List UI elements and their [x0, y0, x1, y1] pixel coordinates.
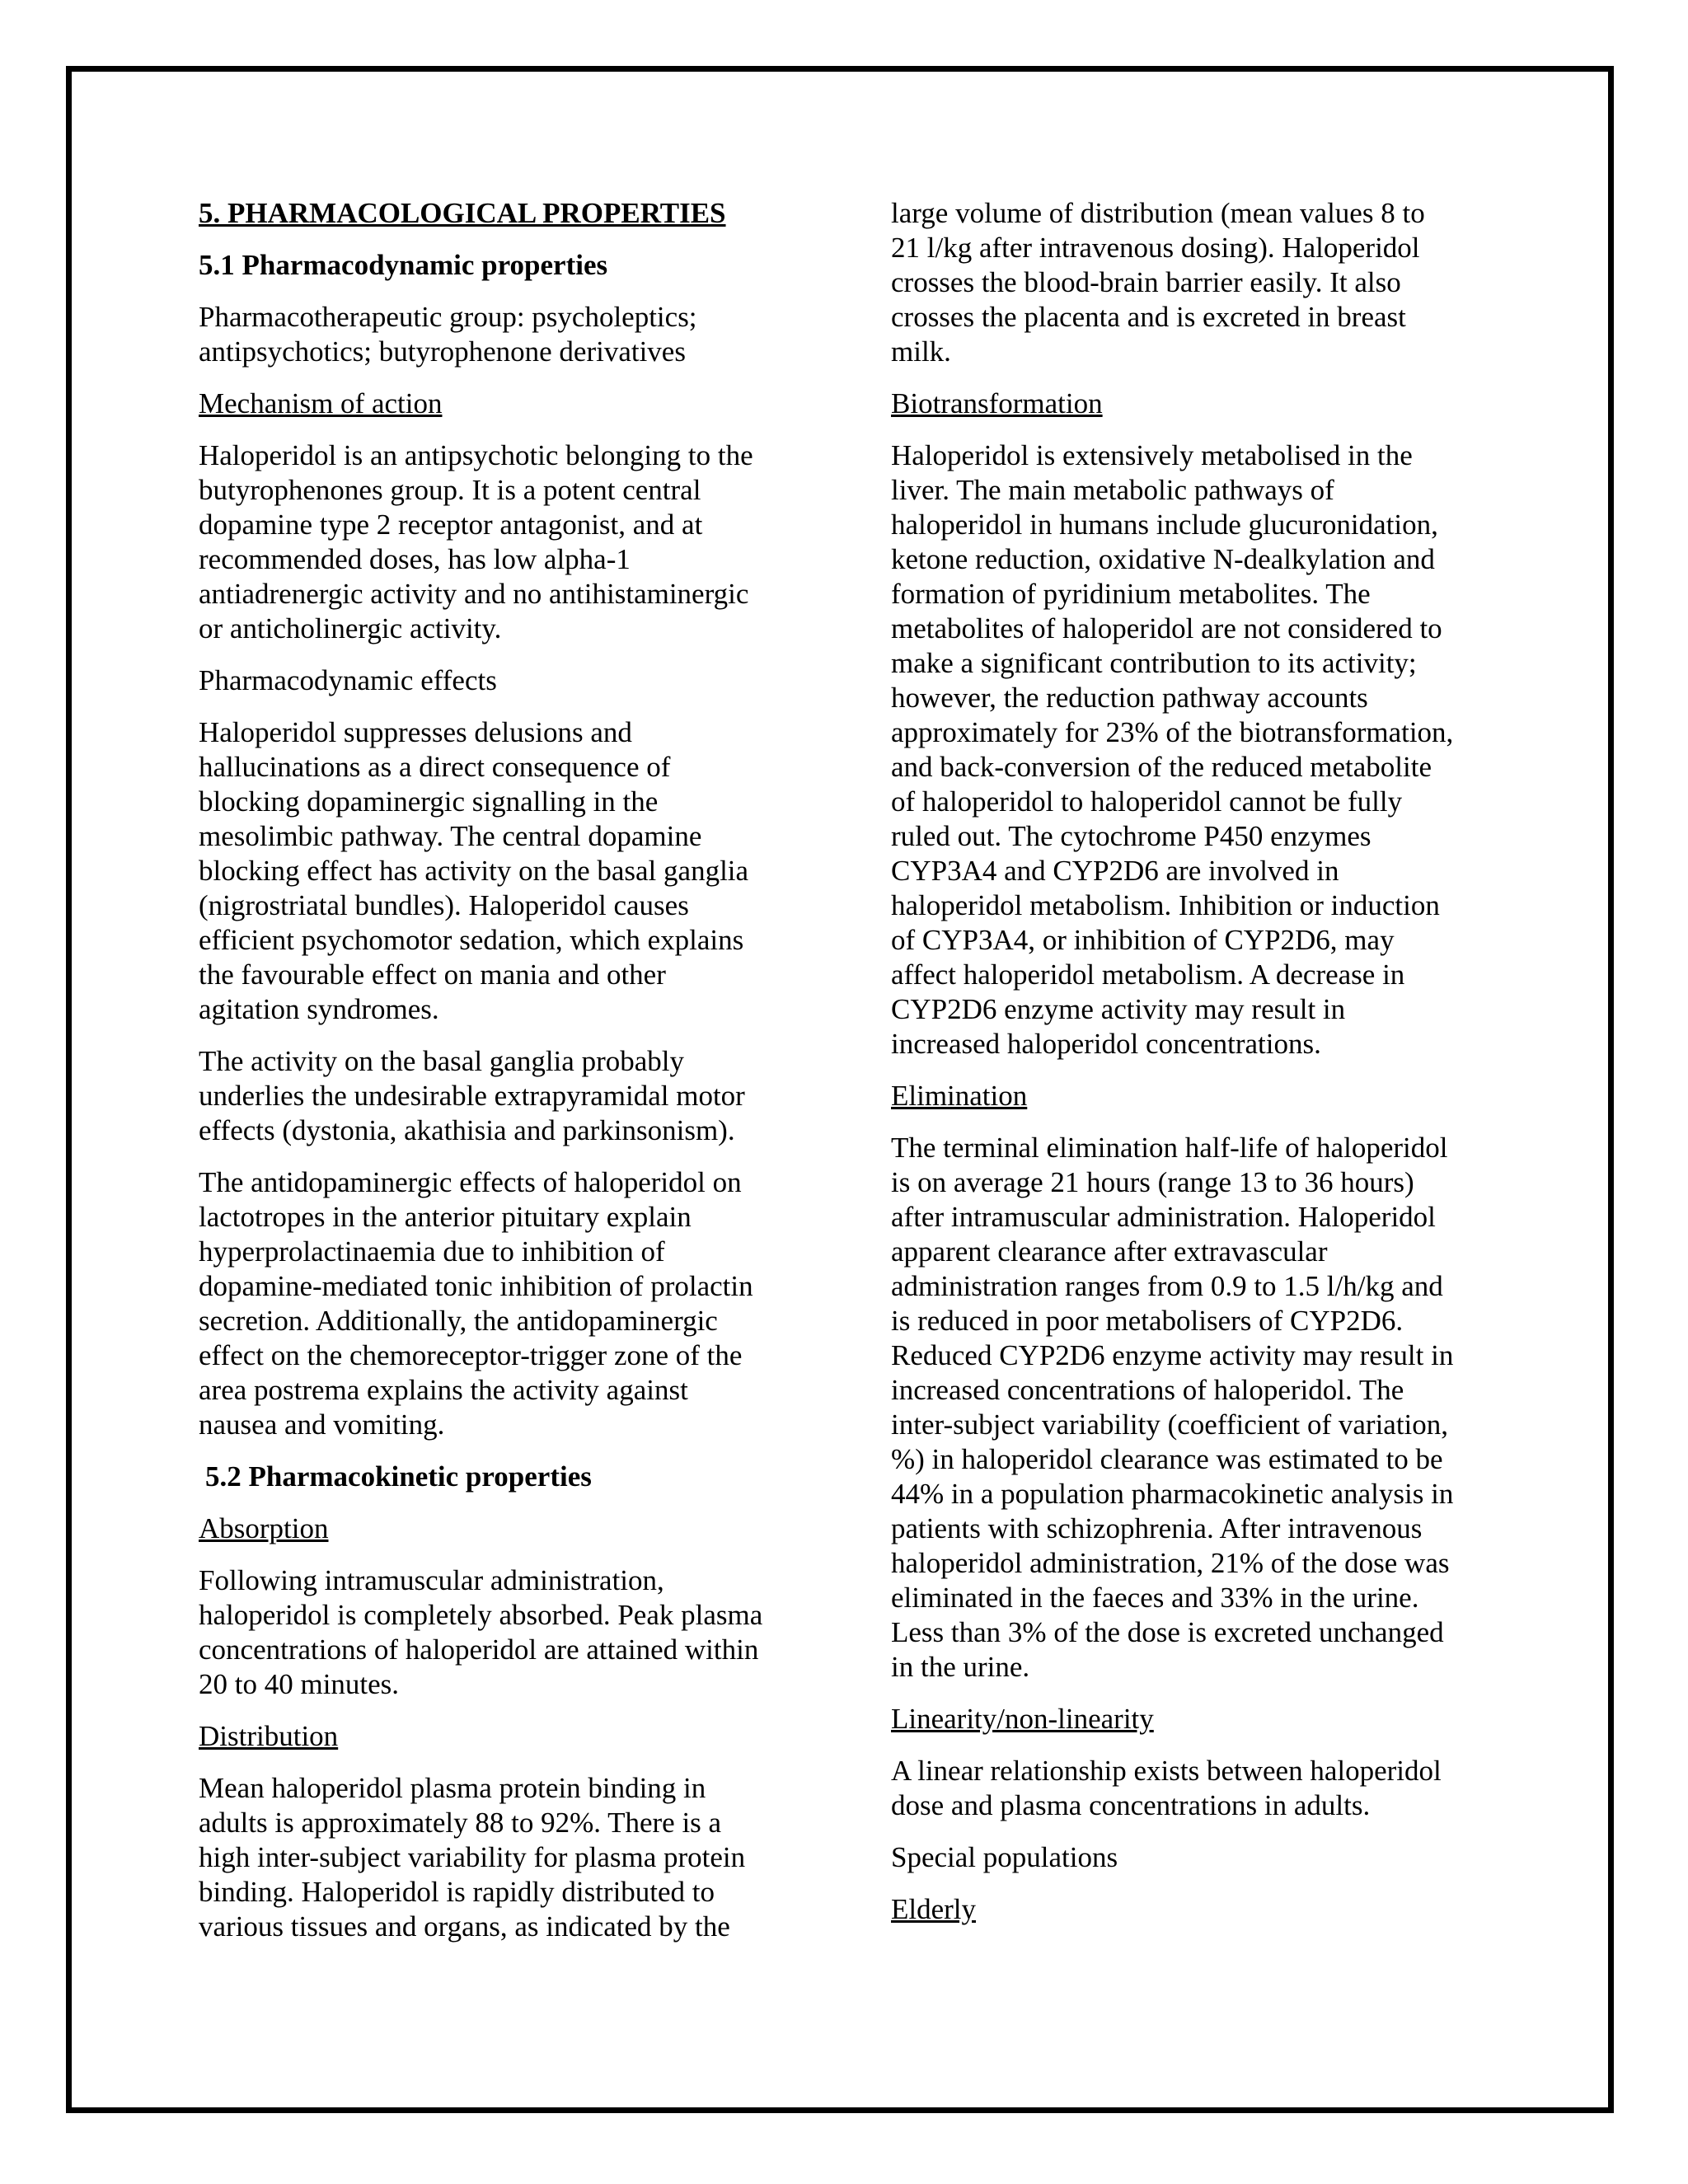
text-line: haloperidol administration, 21% of the dose was: [891, 1547, 1450, 1579]
text-line: lactotropes in the anterior pituitary explain: [199, 1201, 692, 1233]
left-column: [199, 196, 825, 1961]
text-line: underlies the undesirable extrapyramidal motor: [199, 1080, 745, 1112]
text-line: adults is approximately 88 to 92%. There is a: [199, 1807, 722, 1839]
text-line: various tissues and organs, as indicated by the: [199, 1910, 730, 1943]
text-line: efficient psychomotor sedation, which explains: [199, 924, 744, 956]
text-line: liver. The main metabolic pathways of: [891, 474, 1334, 506]
text-line: in the urine.: [891, 1651, 1030, 1683]
mechanism-heading: Mechanism of action: [199, 387, 443, 419]
text-line: area postrema explains the activity against: [199, 1374, 688, 1406]
biotransformation-heading: Biotransformation: [891, 387, 1103, 419]
text-line: patients with schizophrenia. After intravenous: [891, 1512, 1423, 1544]
text-line: is on average 21 hours (range 13 to 36 hours): [891, 1166, 1414, 1198]
text-line: ruled out. The cytochrome P450 enzymes: [891, 820, 1372, 852]
text-line: however, the reduction pathway accounts: [891, 682, 1368, 714]
text-line: the favourable effect on mania and other: [199, 958, 666, 991]
text-line: formation of pyridinium metabolites. The: [891, 578, 1371, 610]
subsection-5-2-title: 5.2 Pharmacokinetic properties: [205, 1460, 592, 1493]
text-line: milk.: [891, 335, 951, 368]
text-line: crosses the blood-brain barrier easily. It also: [891, 266, 1401, 298]
text-line: effect on the chemoreceptor-trigger zone of the: [199, 1339, 743, 1371]
text-line: CYP2D6 enzyme activity may result in: [891, 993, 1346, 1025]
text-line: dopamine-mediated tonic inhibition of prolactin: [199, 1270, 753, 1302]
text-line: hyperprolactinaemia due to inhibition of: [199, 1235, 665, 1268]
text-line: antiadrenergic activity and no antihistaminergic: [199, 578, 749, 610]
text-line: CYP3A4 and CYP2D6 are involved in: [891, 855, 1339, 887]
subsection-5-1-title: 5.1 Pharmacodynamic properties: [199, 249, 608, 281]
text-line: 21 l/kg after intravenous dosing). Haloperidol: [891, 232, 1420, 264]
text-line: recommended doses, has low alpha-1: [199, 543, 631, 575]
elimination-heading: Elimination: [891, 1080, 1028, 1112]
section-title: 5. PHARMACOLOGICAL PROPERTIES: [199, 197, 726, 229]
distribution-paragraph: [199, 1771, 825, 1944]
linearity-paragraph: [891, 1754, 1517, 1823]
text-line: haloperidol is completely absorbed. Peak plasma: [199, 1599, 763, 1631]
pd-effects-heading: Pharmacodynamic effects: [199, 664, 497, 696]
text-line: apparent clearance after extravascular: [891, 1235, 1328, 1268]
text-line: haloperidol metabolism. Inhibition or induction: [891, 889, 1440, 921]
absorption-heading: Absorption: [199, 1512, 329, 1544]
text-line: hallucinations as a direct consequence of: [199, 751, 671, 783]
text-line: mesolimbic pathway. The central dopamine: [199, 820, 702, 852]
text-line: butyrophenones group. It is a potent central: [199, 474, 701, 506]
text-line: Haloperidol is extensively metabolised in the: [891, 439, 1413, 471]
text-line: Following intramuscular administration,: [199, 1564, 664, 1596]
basal-ganglia-paragraph: [199, 1044, 825, 1148]
text-line: metabolites of haloperidol are not considered to: [891, 612, 1442, 644]
text-line: effects (dystonia, akathisia and parkinsonism).: [199, 1114, 735, 1146]
antidopaminergic-paragraph: [199, 1165, 825, 1442]
text-line: antipsychotics; butyrophenone derivatives: [199, 335, 686, 368]
linearity-heading: Linearity/non-linearity: [891, 1703, 1154, 1735]
text-line: Haloperidol is an antipsychotic belonging to the: [199, 439, 753, 471]
text-line: Mean haloperidol plasma protein binding in: [199, 1772, 706, 1804]
mechanism-paragraph: [199, 438, 825, 646]
text-line: approximately for 23% of the biotransformation,: [891, 716, 1454, 748]
text-line: haloperidol in humans include glucuronidation,: [891, 509, 1438, 541]
text-line: and back-conversion of the reduced metabolite: [891, 751, 1432, 783]
text-line: make a significant contribution to its activity;: [891, 647, 1417, 679]
pharmacotherapeutic-group: [199, 300, 825, 369]
text-line: dose and plasma concentrations in adults.: [891, 1789, 1371, 1821]
text-line: high inter-subject variability for plasma protein: [199, 1841, 746, 1873]
text-line: ketone reduction, oxidative N-dealkylation and: [891, 543, 1435, 575]
text-line: increased concentrations of haloperidol. The: [891, 1374, 1404, 1406]
text-line: blocking dopaminergic signalling in the: [199, 785, 659, 818]
text-line: increased haloperidol concentrations.: [891, 1028, 1321, 1060]
elderly-heading: Elderly: [891, 1893, 977, 1925]
text-line: Less than 3% of the dose is excreted unchanged: [891, 1616, 1444, 1648]
absorption-paragraph: [199, 1563, 825, 1702]
text-line: binding. Haloperidol is rapidly distributed to: [199, 1876, 715, 1908]
biotransformation-paragraph: [891, 438, 1517, 1062]
text-line: affect haloperidol metabolism. A decrease in: [891, 958, 1405, 991]
text-line: (nigrostriatal bundles). Haloperidol causes: [199, 889, 689, 921]
text-line: after intramuscular administration. Haloperidol: [891, 1201, 1436, 1233]
text-line: blocking effect has activity on the basal ganglia: [199, 855, 749, 887]
text-line: agitation syndromes.: [199, 993, 439, 1025]
text-line: nausea and vomiting.: [199, 1408, 445, 1441]
text-line: The activity on the basal ganglia probably: [199, 1045, 684, 1077]
text-line: crosses the placenta and is excreted in breast: [891, 301, 1406, 333]
text-line: eliminated in the faeces and 33% in the urine.: [891, 1582, 1419, 1614]
text-line: is reduced in poor metabolisers of CYP2D6.: [891, 1305, 1404, 1337]
text-line: or anticholinergic activity.: [199, 612, 502, 644]
distribution-continued-paragraph: [891, 196, 1517, 369]
text-line: administration ranges from 0.9 to 1.5 l/h/kg and: [891, 1270, 1443, 1302]
text-line: 44% in a population pharmacokinetic analysis in: [891, 1478, 1454, 1510]
distribution-heading: Distribution: [199, 1720, 339, 1752]
text-line: A linear relationship exists between haloperidol: [891, 1755, 1442, 1787]
text-line: 20 to 40 minutes.: [199, 1668, 400, 1700]
text-line: of haloperidol to haloperidol cannot be fully: [891, 785, 1403, 818]
text-line: large volume of distribution (mean values 8 to: [891, 197, 1425, 229]
text-line: The antidopaminergic effects of haloperidol on: [199, 1166, 742, 1198]
text-line: The terminal elimination half-life of haloperidol: [891, 1132, 1448, 1164]
text-line: Haloperidol suppresses delusions and: [199, 716, 632, 748]
elimination-paragraph: [891, 1131, 1517, 1685]
right-column: [891, 196, 1517, 1944]
text-line: of CYP3A4, or inhibition of CYP2D6, may: [891, 924, 1395, 956]
text-line: %) in haloperidol clearance was estimated to be: [891, 1443, 1443, 1475]
pd-effects-paragraph: [199, 715, 825, 1027]
text-line: secretion. Additionally, the antidopaminergic: [199, 1305, 718, 1337]
text-line: Pharmacotherapeutic group: psycholeptics;: [199, 301, 697, 333]
special-populations-heading: Special populations: [891, 1841, 1118, 1873]
text-line: inter-subject variability (coefficient of variation,: [891, 1408, 1449, 1441]
text-line: Reduced CYP2D6 enzyme activity may result in: [891, 1339, 1454, 1371]
text-line: dopamine type 2 receptor antagonist, and at: [199, 509, 703, 541]
text-line: concentrations of haloperidol are attained within: [199, 1633, 759, 1666]
